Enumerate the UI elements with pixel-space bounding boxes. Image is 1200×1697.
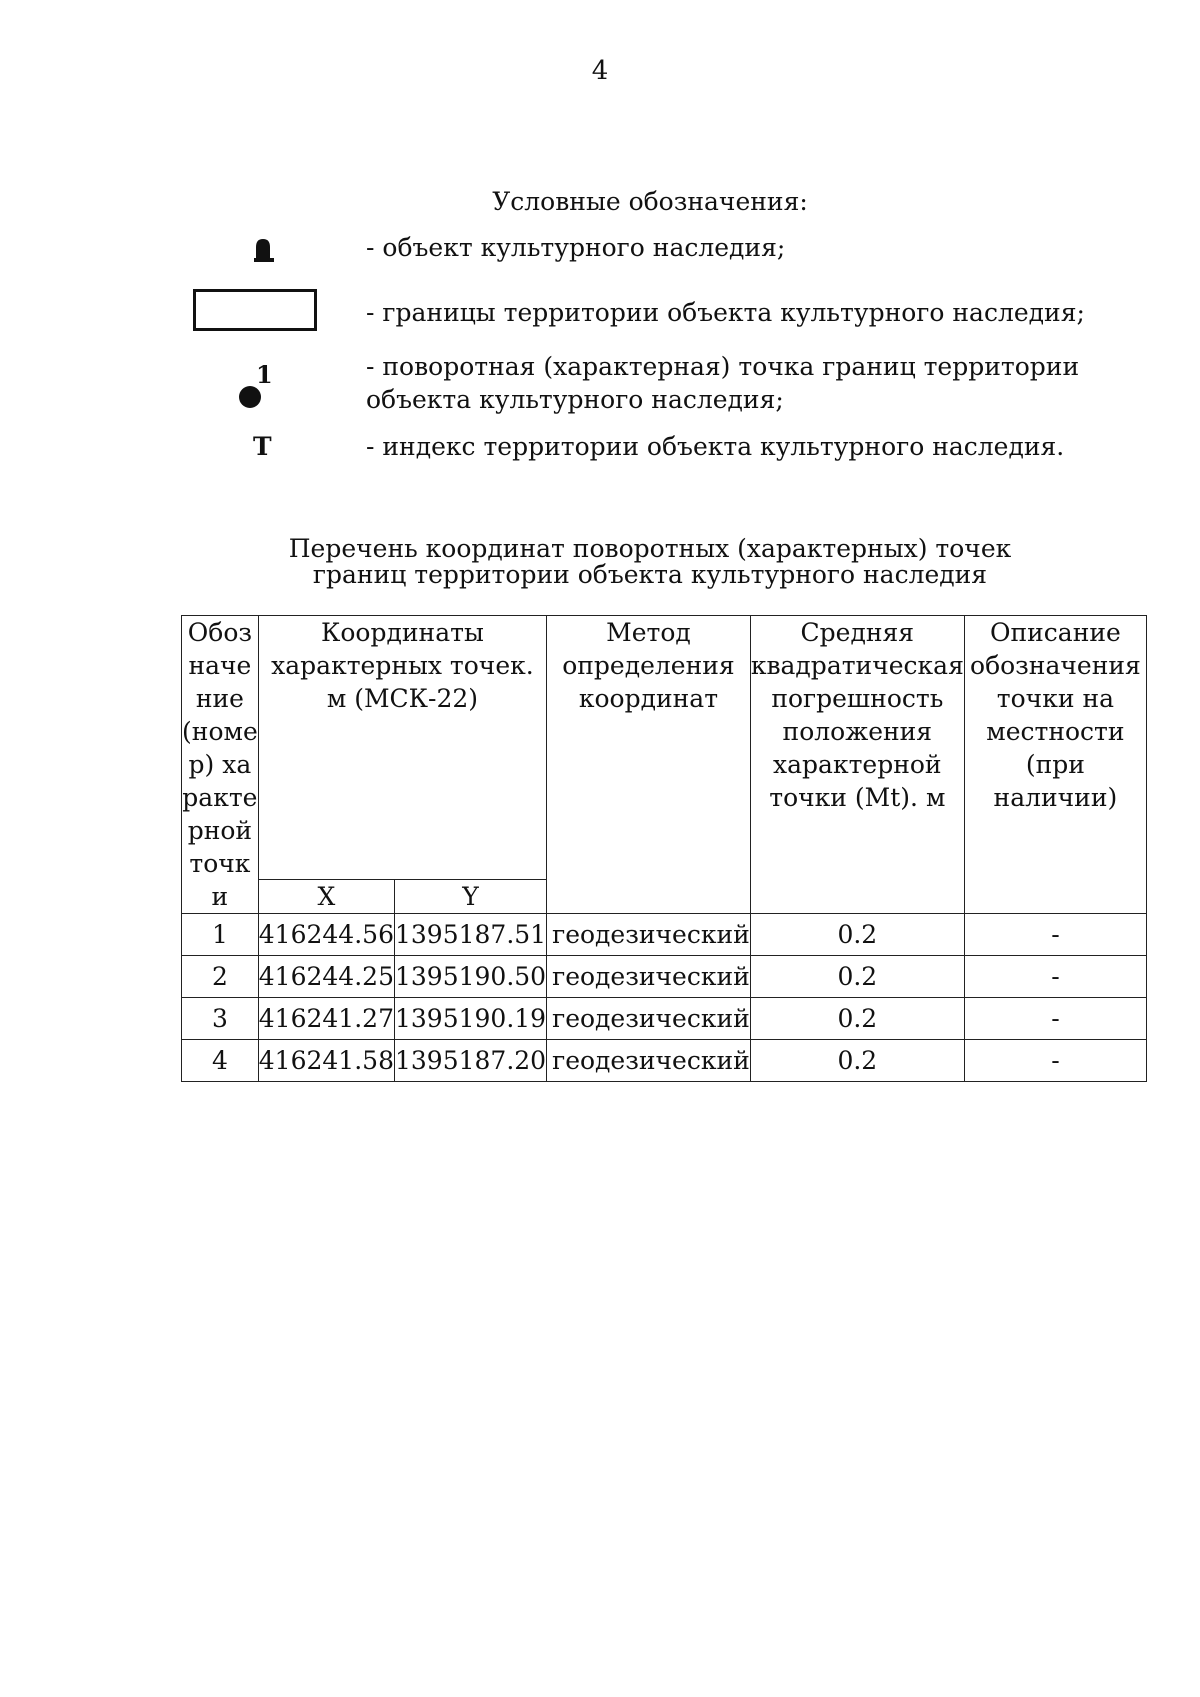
error-value: 0.2 [750, 1040, 964, 1082]
header-y: Y [394, 880, 546, 914]
turning-point-icon [237, 360, 277, 410]
x-coordinate: 416241.27 [258, 998, 394, 1040]
legend-item-territory-index: - индекс территории объекта культурного наследия. [366, 432, 1065, 461]
error-value: 0.2 [750, 914, 964, 956]
territory-index-icon: Т [253, 432, 272, 461]
legend-item-turning-point: - поворотная (характерная) точка границ территории объекта культурного наследия; [366, 352, 1080, 414]
legend-title: Условные обозначения: [492, 187, 808, 216]
coords-table [181, 615, 1147, 1082]
point-description: - [964, 956, 1146, 998]
header-description: Описание обозначения точки на местности (при наличии) [964, 616, 1146, 914]
legend-item-territory-boundary: - границы территории объекта культурного наследия; [366, 298, 1085, 327]
point-description: - [964, 1040, 1146, 1082]
y-coordinate: 1395190.19 [394, 998, 546, 1040]
error-value: 0.2 [750, 956, 964, 998]
coords-table-title-line1: Перечень координат поворотных (характерных) точек [288, 534, 1012, 563]
table-row [182, 956, 1147, 998]
point-number: 3 [182, 998, 259, 1040]
point-number: 4 [182, 1040, 259, 1082]
coords-table-title [200, 536, 1100, 588]
method: геодезический [547, 956, 751, 998]
table-row [182, 1040, 1147, 1082]
y-coordinate: 1395190.50 [394, 956, 546, 998]
method: геодезический [547, 998, 751, 1040]
header-designation: Обозначение (номер) характерной точки [182, 616, 259, 914]
point-number: 1 [182, 914, 259, 956]
y-coordinate: 1395187.20 [394, 1040, 546, 1082]
x-coordinate: 416241.58 [258, 1040, 394, 1082]
table-row [182, 914, 1147, 956]
turning-point-label: 1 [256, 360, 273, 389]
table-row [182, 998, 1147, 1040]
method: геодезический [547, 914, 751, 956]
x-coordinate: 416244.25 [258, 956, 394, 998]
point-description: - [964, 914, 1146, 956]
coords-table-title-line2: границ территории объекта культурного наследия [312, 560, 988, 589]
header-method: Метод определения координат [547, 616, 751, 914]
header-x: X [258, 880, 394, 914]
territory-boundary-icon [193, 289, 317, 331]
page-number: 4 [591, 56, 609, 86]
point-description: - [964, 998, 1146, 1040]
legend-item-heritage-object: - объект культурного наследия; [366, 233, 786, 262]
x-coordinate: 416244.56 [258, 914, 394, 956]
method: геодезический [547, 1040, 751, 1082]
header-coordinates: Координаты характерных точек. м (МСК-22) [258, 616, 546, 880]
error-value: 0.2 [750, 998, 964, 1040]
heritage-object-icon [254, 238, 274, 266]
header-error: Средняя квадратическая погрешность положения характерной точки (Mt). м [750, 616, 964, 914]
y-coordinate: 1395187.51 [394, 914, 546, 956]
point-number: 2 [182, 956, 259, 998]
